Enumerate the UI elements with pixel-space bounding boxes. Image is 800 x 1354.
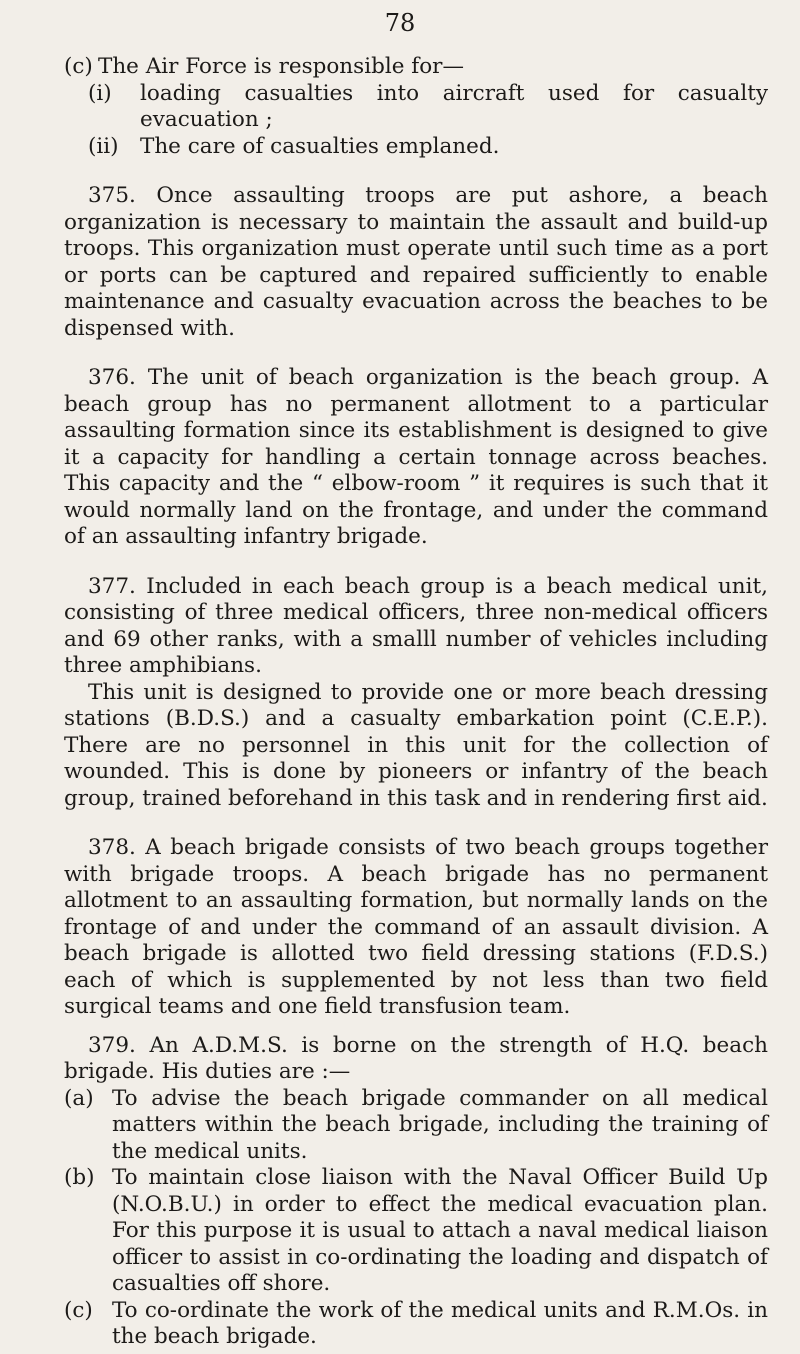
- duty-item-b: [64, 1165, 768, 1298]
- duty-label: (b): [64, 1165, 95, 1190]
- body-text: [64, 54, 768, 1351]
- item-text: The care of casualties emplaned.: [140, 133, 500, 159]
- paragraph-376: 376. The unit of beach organization is the beach group. A beach group has no permanent allotment to a particular assaulting formation since its establishment is designed to give it a capacity for handling a certain tonnage across beaches. This capacity and the “ elbow-room ” it requires is such that it would normally land on the frontage, and under the command of an assaulting infantry brigade.: [64, 365, 768, 549]
- intro-item-i: [64, 81, 768, 134]
- duty-text: To advise the beach brigade commander on all medical matters within the beach brigade, including the training of the medical units.: [112, 1085, 768, 1164]
- paragraph-377: 377. Included in each beach group is a beach medical unit, consisting of three medical officers, three non-medical officers and 69 other ranks, with a smalll number of vehicles including three amphibians.: [64, 573, 768, 678]
- duty-text: To co-ordinate the work of the medical units and R.M.Os. in the beach brigade.: [112, 1297, 768, 1349]
- item-text: loading casualties into aircraft used for casualty evacuation ;: [140, 80, 768, 132]
- intro-label: (c): [64, 54, 93, 79]
- paragraph-375: 375. Once assaulting troops are put ashore, a beach organization is necessary to maintain the assault and build-up troops. This organization must operate until such time as a port or ports can be captured and repaired sufficiently to enable maintenance and casualty evacuation across the beaches to be dispensed with.: [64, 183, 768, 341]
- paragraph-379: 379. An A.D.M.S. is borne on the strength of H.Q. beach brigade. His duties are :—: [64, 1032, 768, 1084]
- intro-text: The Air Force is responsible for—: [98, 54, 464, 79]
- page-number: 78: [384, 9, 416, 37]
- duty-label: (c): [64, 1297, 93, 1323]
- item-label: (i): [88, 80, 112, 106]
- duty-item-a: [64, 1086, 768, 1166]
- paragraph-378: 378. A beach brigade consists of two beach groups together with brigade troops. A beach brigade has no permanent allotment to an assaulting formation, but normally lands on the frontage of and under the command of an assault division. A beach brigade is allotted two field dressing stations (F.D.S.) each of which is supplemented by not less than two field surgical teams and one field transfusion team.: [64, 835, 768, 1019]
- duty-item-c: [64, 1298, 768, 1351]
- duty-label: (a): [64, 1085, 94, 1111]
- paragraph-377-continued: This unit is designed to provide one or more beach dressing stations (B.D.S.) and a casualty embarkation point (C.E.P.). There are no personnel in this unit for the collection of wounded. This is done by pioneers or infantry of the beach group, trained beforehand in this task and in rendering first aid.: [64, 679, 768, 811]
- intro-item-ii: [64, 134, 768, 161]
- item-label: (ii): [88, 133, 119, 159]
- duty-text: To maintain close liaison with the Naval Officer Build Up (N.O.B.U.) in order to effect the medical evacuation plan. For this purpose it is usual to attach a naval medical liaison officer to assist in co-ordinating the loading and dispatch of casualties off shore.: [112, 1165, 768, 1296]
- intro-statement: [64, 54, 768, 81]
